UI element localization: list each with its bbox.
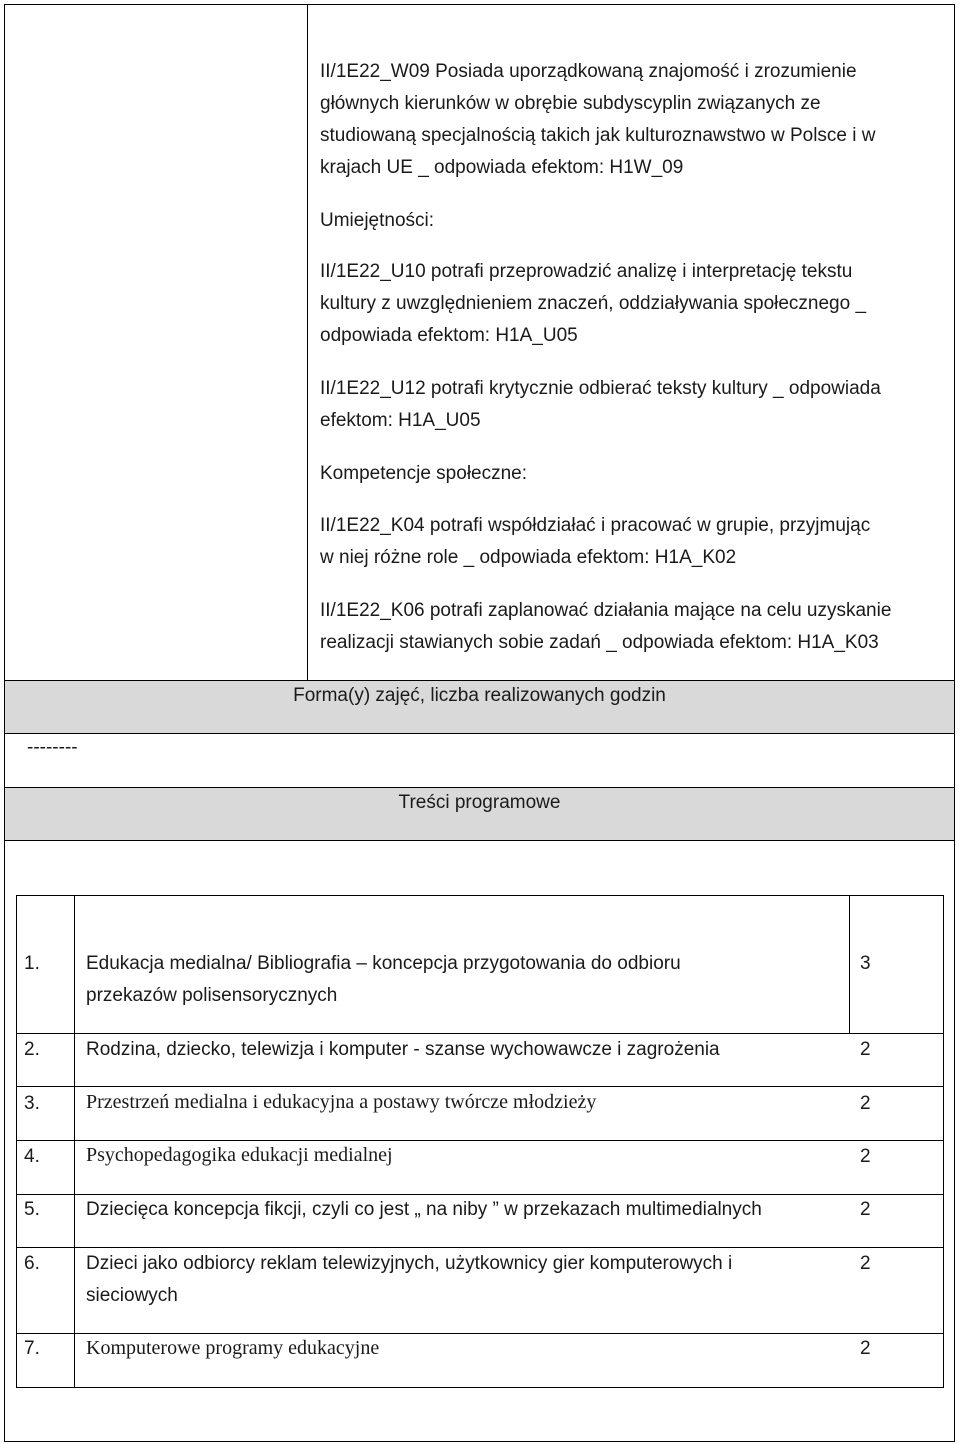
forms-bottom-border [4,733,955,734]
skills-heading: Umiejętności: [320,210,435,231]
topic-5-hours: 2 [860,1199,871,1220]
topic-3-number: 3. [24,1093,40,1114]
topic-3-title: Przestrzeń medialna i edukacyjna a postawy twórcze młodzieży [86,1091,597,1113]
topic-2-hours: 2 [860,1039,871,1060]
topic-6-number: 6. [24,1253,40,1274]
topic-6-hours: 2 [860,1253,871,1274]
social-competences-heading: Kompetencje społeczne: [320,463,528,484]
topic-7-number: 7. [24,1338,40,1359]
frame-bottom-border [4,1441,955,1442]
effect-u12: II/1E22_U12 potrafi krytycznie odbierać teksty kultury _ odpowiada efektom: H1A_U05 [320,378,881,431]
topic-5-title: Dziecięca koncepcja fikcji, czyli co jest „ na niby ” w przekazach multimedialnych [86,1199,762,1220]
topic-7-hours: 2 [860,1338,871,1359]
topic-4-title: Psychopedagogika edukacji medialnej [86,1144,393,1166]
topic-5-number: 5. [24,1199,40,1220]
topic-3-hours: 2 [860,1093,871,1114]
effect-k04: II/1E22_K04 potrafi współdziałać i pracować w grupie, przyjmując w niej różne role _ odpowiada efektom: H1A_K02 [320,515,871,568]
topic-1-number: 1. [24,953,40,974]
topic-4-number: 4. [24,1146,40,1167]
content-bottom-border [4,840,955,841]
forms-value: -------- [27,737,78,758]
effect-w09: II/1E22_W09 Posiada uporządkowaną znajomość i zrozumienie głównych kierunków w obrębie subdyscyplin związanych ze studiowaną specjalnością takich jak kulturoznawstwo w Polsce i w krajach UE _ odpowiada efektom: H1W_09 [320,61,876,178]
content-heading: Treści programowe [398,792,561,813]
topic-2-number: 2. [24,1039,40,1060]
topic-4-hours: 2 [860,1146,871,1167]
topic-6-title: Dzieci jako odbiorcy reklam telewizyjnych, użytkownicy gier komputerowych i sieciowych [86,1253,733,1306]
effect-k06: II/1E22_K06 potrafi zaplanować działania mające na celu uzyskanie realizacji stawianych sobie zadań _ odpowiada efektom: H1A_K03 [320,600,892,653]
effect-u10: II/1E22_U10 potrafi przeprowadzić analizę i interpretację tekstu kultury z uwzględnieniem znaczeń, oddziaływania społecznego _ odpowiada efektom: H1A_U05 [320,261,867,346]
frame-right-border [954,4,955,1442]
topics-table [16,895,944,1388]
forms-heading: Forma(y) zajęć, liczba realizowanych godzin [293,685,666,706]
topic-7-title: Komputerowe programy edukacyjne [86,1337,380,1359]
topic-1-title: Edukacja medialna/ Bibliografia – koncepcja przygotowania do odbioru przekazów polisensorycznych [86,953,681,1006]
topic-1-hours: 3 [860,953,871,974]
frame-top-border [4,4,955,5]
effects-cell-divider [307,4,308,680]
topic-2-title: Rodzina, dziecko, telewizja i komputer - szanse wychowawcze i zagrożenia [86,1039,720,1060]
